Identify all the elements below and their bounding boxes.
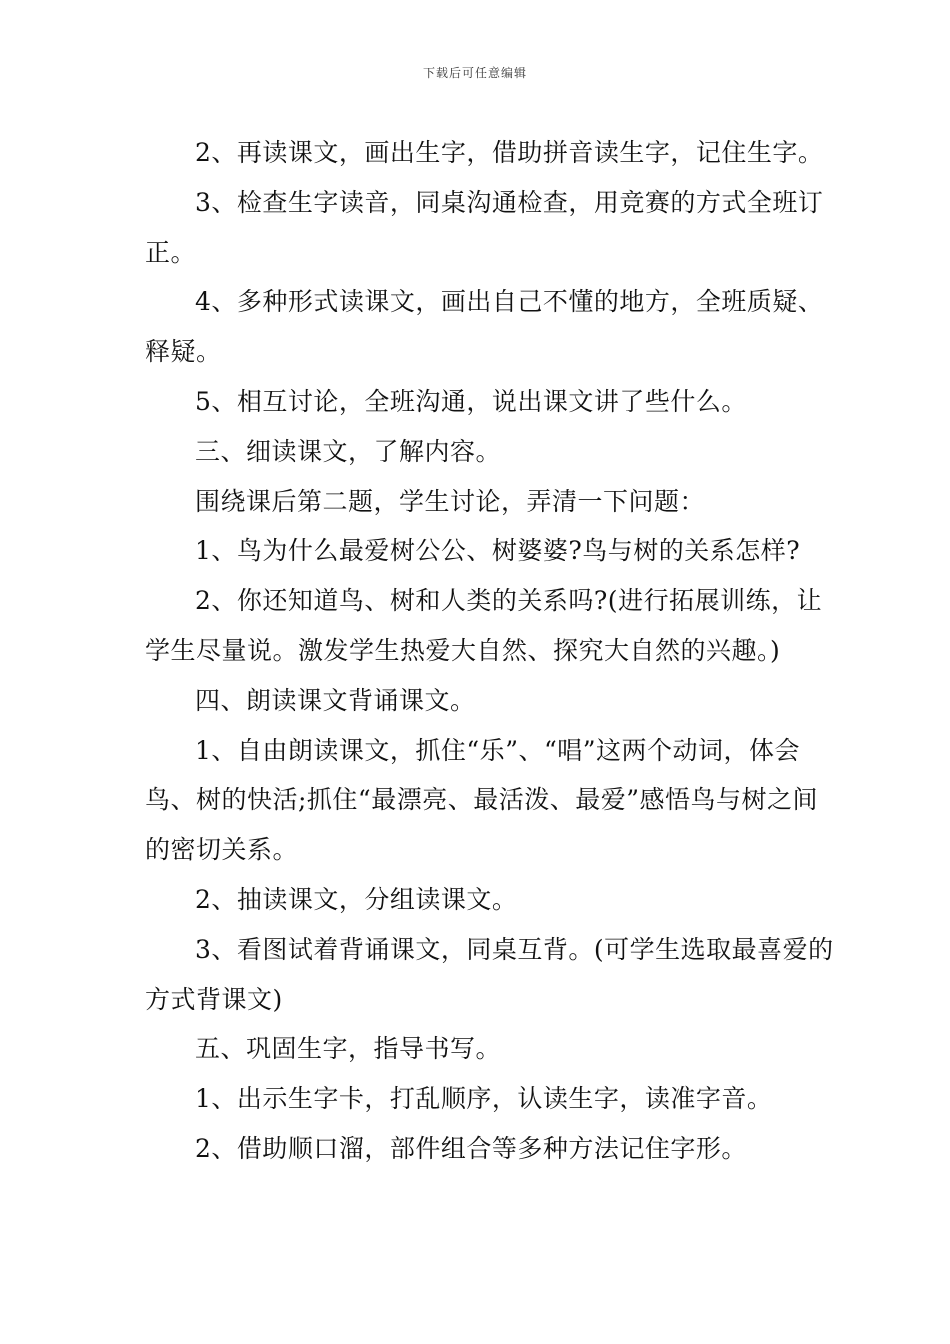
section-heading: 四、朗读课文背诵课文。 xyxy=(195,685,476,715)
paragraph: 5、相互讨论，全班沟通，说出课文讲了些什么。 xyxy=(195,386,747,416)
page-header: 下载后可任意编辑 xyxy=(422,66,527,80)
paragraph: 1、自由朗读课文，抓住“乐”、“唱”这两个动词，体会鸟、树的快活;抓住“最漂亮、最活泼、最爱”感悟鸟与树之间的密切关系。 xyxy=(145,735,818,865)
paragraph: 1、鸟为什么最爱树公公、树婆婆?鸟与树的关系怎样? xyxy=(195,536,801,566)
paragraph: 2、你还知道鸟、树和人类的关系吗?(进行拓展训练，让学生尽量说。激发学生热爱大自然、探究大自然的兴趣。) xyxy=(145,586,823,665)
paragraph: 2、借助顺口溜，部件组合等多种方法记住字形。 xyxy=(195,1133,747,1163)
paragraph: 3、检查生字读音，同桌沟通检查，用竞赛的方式全班订正。 xyxy=(145,187,824,267)
paragraph: 2、再读课文，画出生字，借助拼音读生字，记住生字。 xyxy=(195,138,824,167)
paragraph: 围绕课后第二题，学生讨论，弄清一下问题： xyxy=(195,486,706,516)
section-heading: 三、细读课文，了解内容。 xyxy=(195,436,502,466)
paragraph: 3、看图试着背诵课文，同桌互背。(可学生选取最喜爱的方式背课文) xyxy=(145,934,834,1014)
paragraph: 1、出示生字卡，打乱顺序，认读生字，读准字音。 xyxy=(195,1084,773,1114)
paragraph: 4、多种形式读课文，画出自己不懂的地方，全班质疑、释疑。 xyxy=(145,287,824,367)
section-heading: 五、巩固生字，指导书写。 xyxy=(195,1034,502,1064)
paragraph: 2、抽读课文，分组读课文。 xyxy=(195,884,518,914)
document-body xyxy=(145,128,835,1174)
